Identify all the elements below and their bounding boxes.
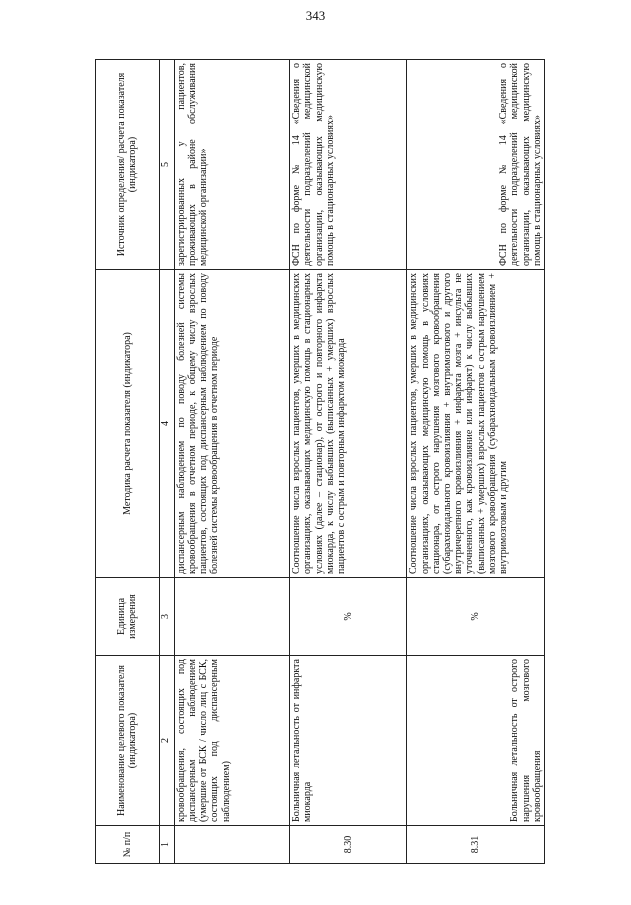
row-num: 8.30 bbox=[290, 826, 407, 864]
col-number: 2 bbox=[159, 656, 174, 826]
header-name: Наименование целевого показателя (индикатора) bbox=[96, 656, 160, 826]
col-number: 1 bbox=[159, 826, 174, 864]
table-row bbox=[407, 60, 545, 864]
row-name: Больничная летальность от инфаркта миокарда bbox=[290, 656, 407, 826]
row-source: зарегистрированных у пациентов, проживающих в районе обслуживания медицинской организации» bbox=[174, 60, 289, 270]
row-unit: % bbox=[290, 578, 407, 656]
header-source: Источник определения/ расчета показателя (индикатора) bbox=[96, 60, 160, 270]
indicator-table bbox=[95, 59, 545, 864]
column-number-row bbox=[159, 60, 174, 864]
header-num: № п/п bbox=[96, 826, 160, 864]
row-num bbox=[174, 826, 289, 864]
header-unit: Единица измерения bbox=[96, 578, 160, 656]
row-method: диспансерным наблюдением по поводу болезней системы кровообращения в отчетном периоде, к общему числу взрослых пациентов, состоящих под диспансерным наблюдением по поводу болезней системы кровообращения в отчетном периоде bbox=[174, 270, 289, 578]
row-source: ФСН по форме № 14 «Сведения о деятельности подразделений медицинской организации, оказывающих медицинскую помощь в стационарных условиях» bbox=[290, 60, 407, 270]
header-row bbox=[96, 60, 160, 864]
row-unit bbox=[174, 578, 289, 656]
col-number: 5 bbox=[159, 60, 174, 270]
row-unit: % bbox=[407, 578, 545, 656]
row-name: Больничная летальность от острого нарушения мозгового кровообращения bbox=[407, 656, 545, 826]
row-method: Соотношение числа взрослых пациентов, умерших в медицинских организациях, оказывающих медицинскую помощь в стационарных условиях (далее – стационар), от острого и повторного инфаркта миокарда, к числу выбывших (выписанных + умерших) взрослых пациентов с острым и повторным инфарктом миокарда bbox=[290, 270, 407, 578]
row-source: ФСН по форме № 14 «Сведения о деятельности подразделений медицинской организации, оказывающих медицинскую помощь в стационарных условиях» bbox=[407, 60, 545, 270]
rotated-table-container bbox=[95, 60, 545, 864]
header-method: Методика расчета показателя (индикатора) bbox=[96, 270, 160, 578]
col-number: 3 bbox=[159, 578, 174, 656]
row-name: кровообращения, состоящих под диспансерным наблюдением (умершие от БСК / число лиц с БСК, состоящих под диспансерным наблюдением) bbox=[174, 656, 289, 826]
row-method: Соотношение числа взрослых пациентов, умерших в медицинских организациях, оказывающих медицинскую помощь в условиях стационара, от острого нарушения мозгового кровообращения (субарахноидального кровоизлияния + внутримозгового и другого внутричерепного кровоизлияния + инфаркта мозга + инсульта не уточненного, как кровоизлияние или инфаркт) к числу выбывших (выписанных + умерших) взрослых пациентов с острым нарушением мозгового кровообращения (субарахноидальным кровоизлиянием + внутримозговым и другим bbox=[407, 270, 545, 578]
row-num: 8.31 bbox=[407, 826, 545, 864]
table-row bbox=[290, 60, 407, 864]
page-number: 343 bbox=[305, 8, 326, 23]
col-number: 4 bbox=[159, 270, 174, 578]
table-row bbox=[174, 60, 289, 864]
